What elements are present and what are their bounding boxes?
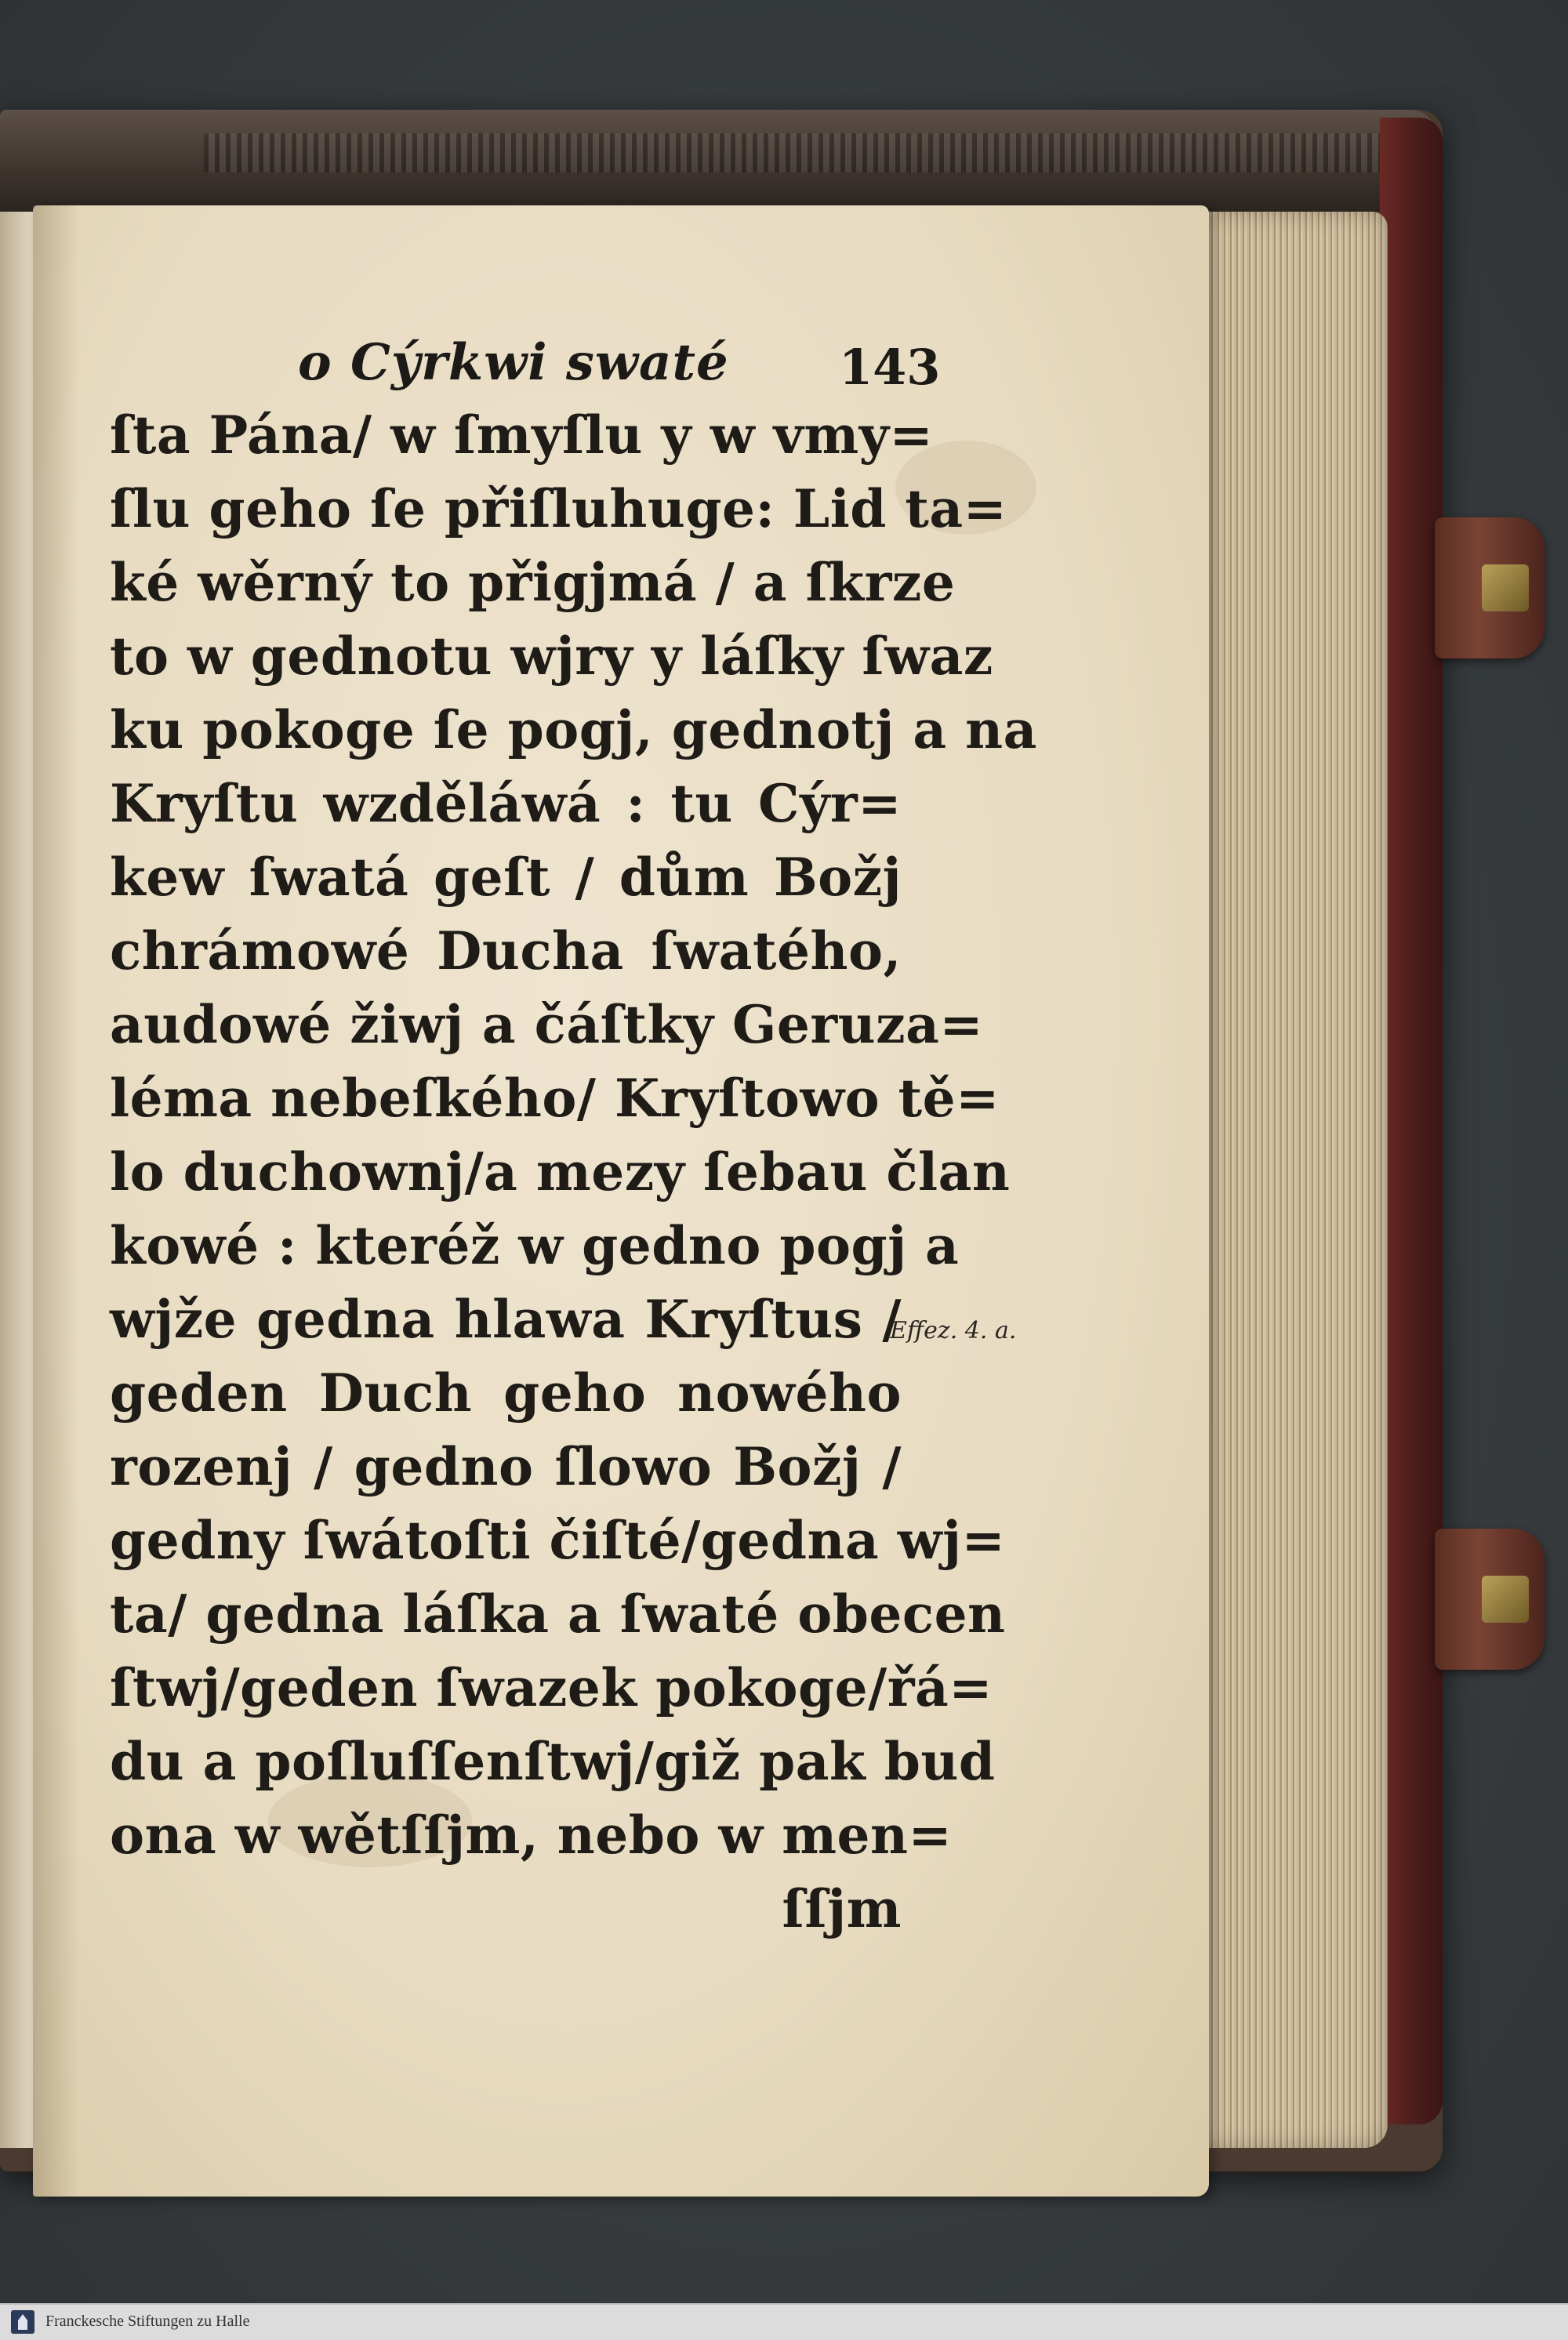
text-line: ona w wětſſjm, nebo w men= — [110, 1805, 953, 1866]
book-fore-cover — [1380, 118, 1443, 2124]
institution-logo-icon — [11, 2310, 34, 2334]
clasp-metal — [1482, 1576, 1529, 1623]
text-line: ku pokoge ſe pogj, gednotj a na — [110, 699, 1037, 760]
text-line: kowé : kteréž w gedno pogj a — [110, 1215, 960, 1276]
book-top-edge — [0, 110, 1435, 212]
text-line: lo duchownj/a mezy ſebau član — [110, 1141, 1011, 1203]
marginal-note: Effez. 4. a. — [890, 1317, 1017, 1344]
left-page-edge — [0, 212, 38, 2148]
text-line: chrámowé Ducha ſwatého, — [110, 920, 902, 981]
footer-institution: Franckesche Stiftungen zu Halle — [45, 2313, 250, 2330]
text-line: du a poſluſſenſtwj/giž pak bud — [110, 1731, 996, 1792]
text-line: rozenj / gedno ſlowo Božj / — [110, 1436, 902, 1497]
page-number: 143 — [839, 339, 941, 396]
running-head: o Cýrkwi swaté — [298, 333, 729, 392]
text-line: kew ſwatá geſt / dům Božj — [110, 847, 902, 908]
clasp-metal — [1482, 564, 1529, 611]
book-clasp-lower — [1435, 1529, 1544, 1670]
text-line: ké wěrný to přigjmá / a ſkrze — [110, 552, 956, 613]
catchword: ſſjm — [782, 1878, 902, 1939]
text-line: ta/ gedna láſka a ſwaté obecen — [110, 1584, 1006, 1645]
text-line: Kryſtu wzděláwá : tu Cýr= — [110, 773, 902, 834]
book-clasp-upper — [1435, 517, 1544, 658]
text-line: léma nebeſkého/ Kryſtowo tě= — [110, 1068, 1000, 1129]
footer-bar — [0, 2303, 1568, 2340]
text-line: geden Duch geho nowého — [110, 1362, 902, 1424]
text-line: wjže gedna hlawa Kryſtus / — [110, 1289, 902, 1350]
text-line: ſlu geho ſe přiſluhuge: Lid ta= — [110, 478, 1007, 539]
text-line: gedny ſwátoſti čiſté/gedna wj= — [110, 1510, 1006, 1571]
text-line: audowé žiwj a čáſtky Geruza= — [110, 994, 984, 1055]
text-line: to w gednotu wjry y láſky ſwaz — [110, 626, 993, 687]
text-line: ſtwj/geden ſwazek pokoge/řá= — [110, 1657, 993, 1718]
text-line: ſta Pána/ w ſmyſlu y w vmy= — [110, 405, 934, 466]
